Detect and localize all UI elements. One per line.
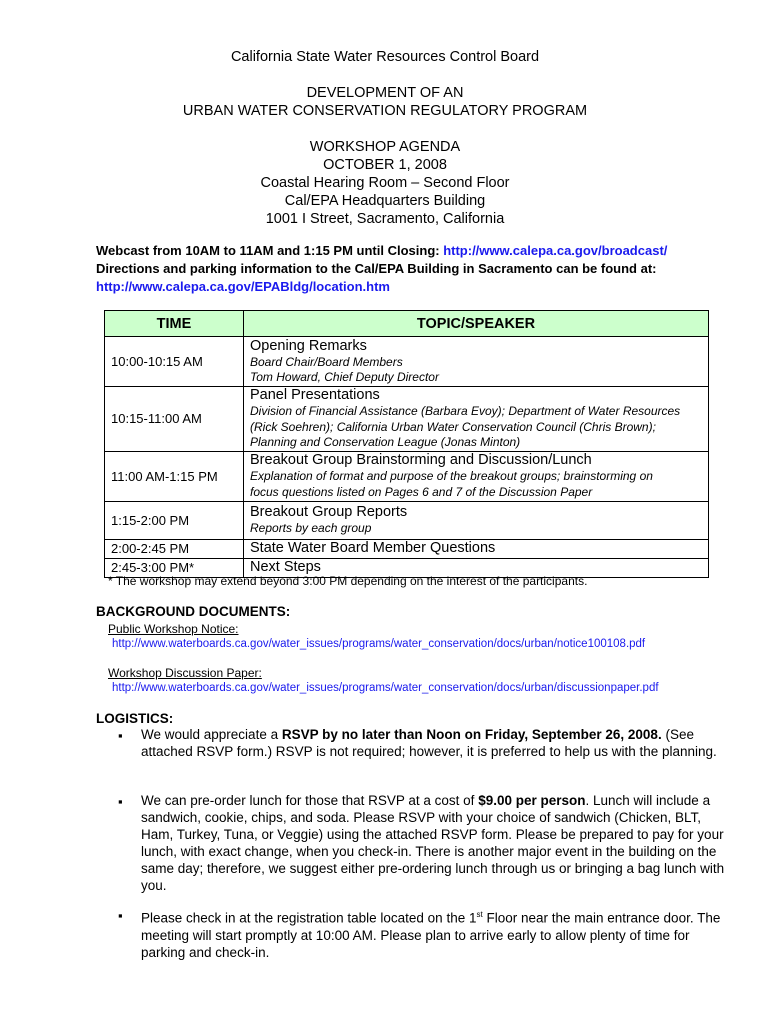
table-row	[105, 387, 709, 452]
row-speaker: Division of Financial Assistance (Barbara Evoy); Department of Water Resources	[250, 404, 681, 418]
logistics-item-rsvp	[141, 726, 731, 760]
row-topic: Breakout Group Reports	[250, 503, 408, 520]
row-topic: Opening Remarks	[250, 337, 367, 354]
agenda-header-row	[105, 311, 709, 337]
bullet-icon: ▪	[118, 794, 123, 809]
row-speaker: Board Chair/Board Members	[250, 354, 403, 369]
rsvp-deadline: RSVP by no later than Noon on Friday, September 26, 2008.	[281, 727, 662, 742]
row-time: 2:00-2:45 PM	[105, 539, 244, 558]
row-speaker: focus questions listed on Pages 6 and 7 of the Discussion Paper	[250, 484, 593, 499]
bullet-icon: ▪	[118, 728, 123, 743]
row-time: 10:15-11:00 AM	[105, 387, 244, 452]
row-topic-cell	[244, 387, 709, 452]
webcast-text: Webcast from 10AM to 11AM and 1:15 PM until Closing:	[96, 243, 444, 258]
paper-link[interactable]: http://www.waterboards.ca.gov/water_issues/programs/water_conservation/docs/urban/discussionpaper.pdf	[112, 682, 659, 694]
row-speaker: Reports by each group	[250, 520, 372, 535]
paper-label: Workshop Discussion Paper:	[108, 666, 262, 680]
table-row	[105, 501, 709, 539]
lunch-price: $9.00 per person	[478, 793, 586, 808]
row-topic-cell	[244, 501, 709, 539]
row-time: 11:00 AM-1:15 PM	[105, 451, 244, 501]
table-footnote: * The workshop may extend beyond 3:00 PM depending on the interest of the participants.	[108, 574, 588, 588]
workshop-room: Coastal Hearing Room – Second Floor	[260, 175, 510, 191]
checkin-text-cont: Floor near the main entrance door. The meeting will start promptly at 10:00 AM. Please plan to arrive early to allow plenty of time for parking and check-in.	[141, 910, 721, 960]
lunch-text-cont: . Lunch will include a sandwich, cookie, chips, and soda. Please RSVP with your choice of sandwich (Chicken, BLT, Ham, Turkey, Tuna, or Veggie) using the attached RSVP form. Please be prepared to pay for your lunch, with exact change, when you check-in. There is another major event in the building on the same day; therefore, we suggest either pre-ordering lunch through us or bringing a bag lunch with you.	[141, 793, 725, 893]
background-heading: BACKGROUND DOCUMENTS:	[96, 604, 291, 619]
table-row	[105, 337, 709, 387]
rsvp-text: We would appreciate a	[141, 727, 282, 742]
org-name: California State Water Resources Control Board	[230, 49, 540, 65]
checkin-superscript: st	[476, 910, 483, 919]
time-column-header: TIME	[105, 311, 244, 337]
title-line-2: URBAN WATER CONSERVATION REGULATORY PROGRAM	[182, 103, 588, 119]
rsvp-text-cont: (See attached RSVP form.) RSVP is not required; however, it is preferred to help us with the planning.	[141, 727, 717, 759]
logistics-item-lunch	[141, 792, 731, 894]
row-topic: Breakout Group Brainstorming and Discussion/Lunch	[250, 452, 592, 468]
row-topic-cell	[244, 451, 709, 501]
row-topic: Next Steps	[250, 559, 321, 575]
row-time: 1:15-2:00 PM	[105, 501, 244, 539]
row-speaker: Planning and Conservation League (Jonas Minton)	[250, 435, 521, 449]
row-time: 2:45-3:00 PM*	[105, 558, 244, 577]
table-row	[105, 539, 709, 558]
agenda-table	[104, 310, 709, 578]
agenda-heading: WORKSHOP AGENDA	[309, 139, 461, 155]
title-line-1: DEVELOPMENT OF AN	[306, 85, 464, 101]
bullet-icon: ▪	[118, 908, 123, 923]
notice-label: Public Workshop Notice:	[108, 622, 239, 636]
row-speaker: Explanation of format and purpose of the breakout groups; brainstorming on	[250, 469, 653, 483]
row-topic-cell	[244, 539, 709, 558]
row-topic: State Water Board Member Questions	[250, 540, 496, 556]
workshop-building: Cal/EPA Headquarters Building	[284, 193, 486, 209]
logistics-item-checkin	[141, 906, 731, 961]
workshop-address: 1001 I Street, Sacramento, California	[265, 211, 505, 227]
lunch-text: We can pre-order lunch for those that RSVP at a cost of	[141, 793, 479, 808]
row-topic: Panel Presentations	[250, 387, 380, 403]
directions-link[interactable]: http://www.calepa.ca.gov/EPABldg/location.htm	[96, 279, 390, 294]
table-row	[105, 451, 709, 501]
row-topic-cell	[244, 337, 709, 387]
logistics-heading: LOGISTICS:	[96, 711, 174, 726]
row-speaker: Tom Howard, Chief Deputy Director	[250, 370, 439, 384]
checkin-text: Please check in at the registration table located on the 1	[141, 910, 477, 926]
workshop-date: OCTOBER 1, 2008	[323, 157, 447, 173]
directions-text: Directions and parking information to the Cal/EPA Building in Sacramento can be found at:	[96, 261, 657, 276]
webcast-link[interactable]: http://www.calepa.ca.gov/broadcast/	[443, 243, 668, 258]
row-speaker: (Rick Soehren); California Urban Water Conservation Council (Chris Brown);	[250, 419, 656, 434]
webcast-line	[96, 242, 667, 260]
row-time: 10:00-10:15 AM	[105, 337, 244, 387]
topic-column-header: TOPIC/SPEAKER	[244, 311, 709, 337]
notice-link[interactable]: http://www.waterboards.ca.gov/water_issues/programs/water_conservation/docs/urban/notice100108.pdf	[112, 638, 646, 650]
